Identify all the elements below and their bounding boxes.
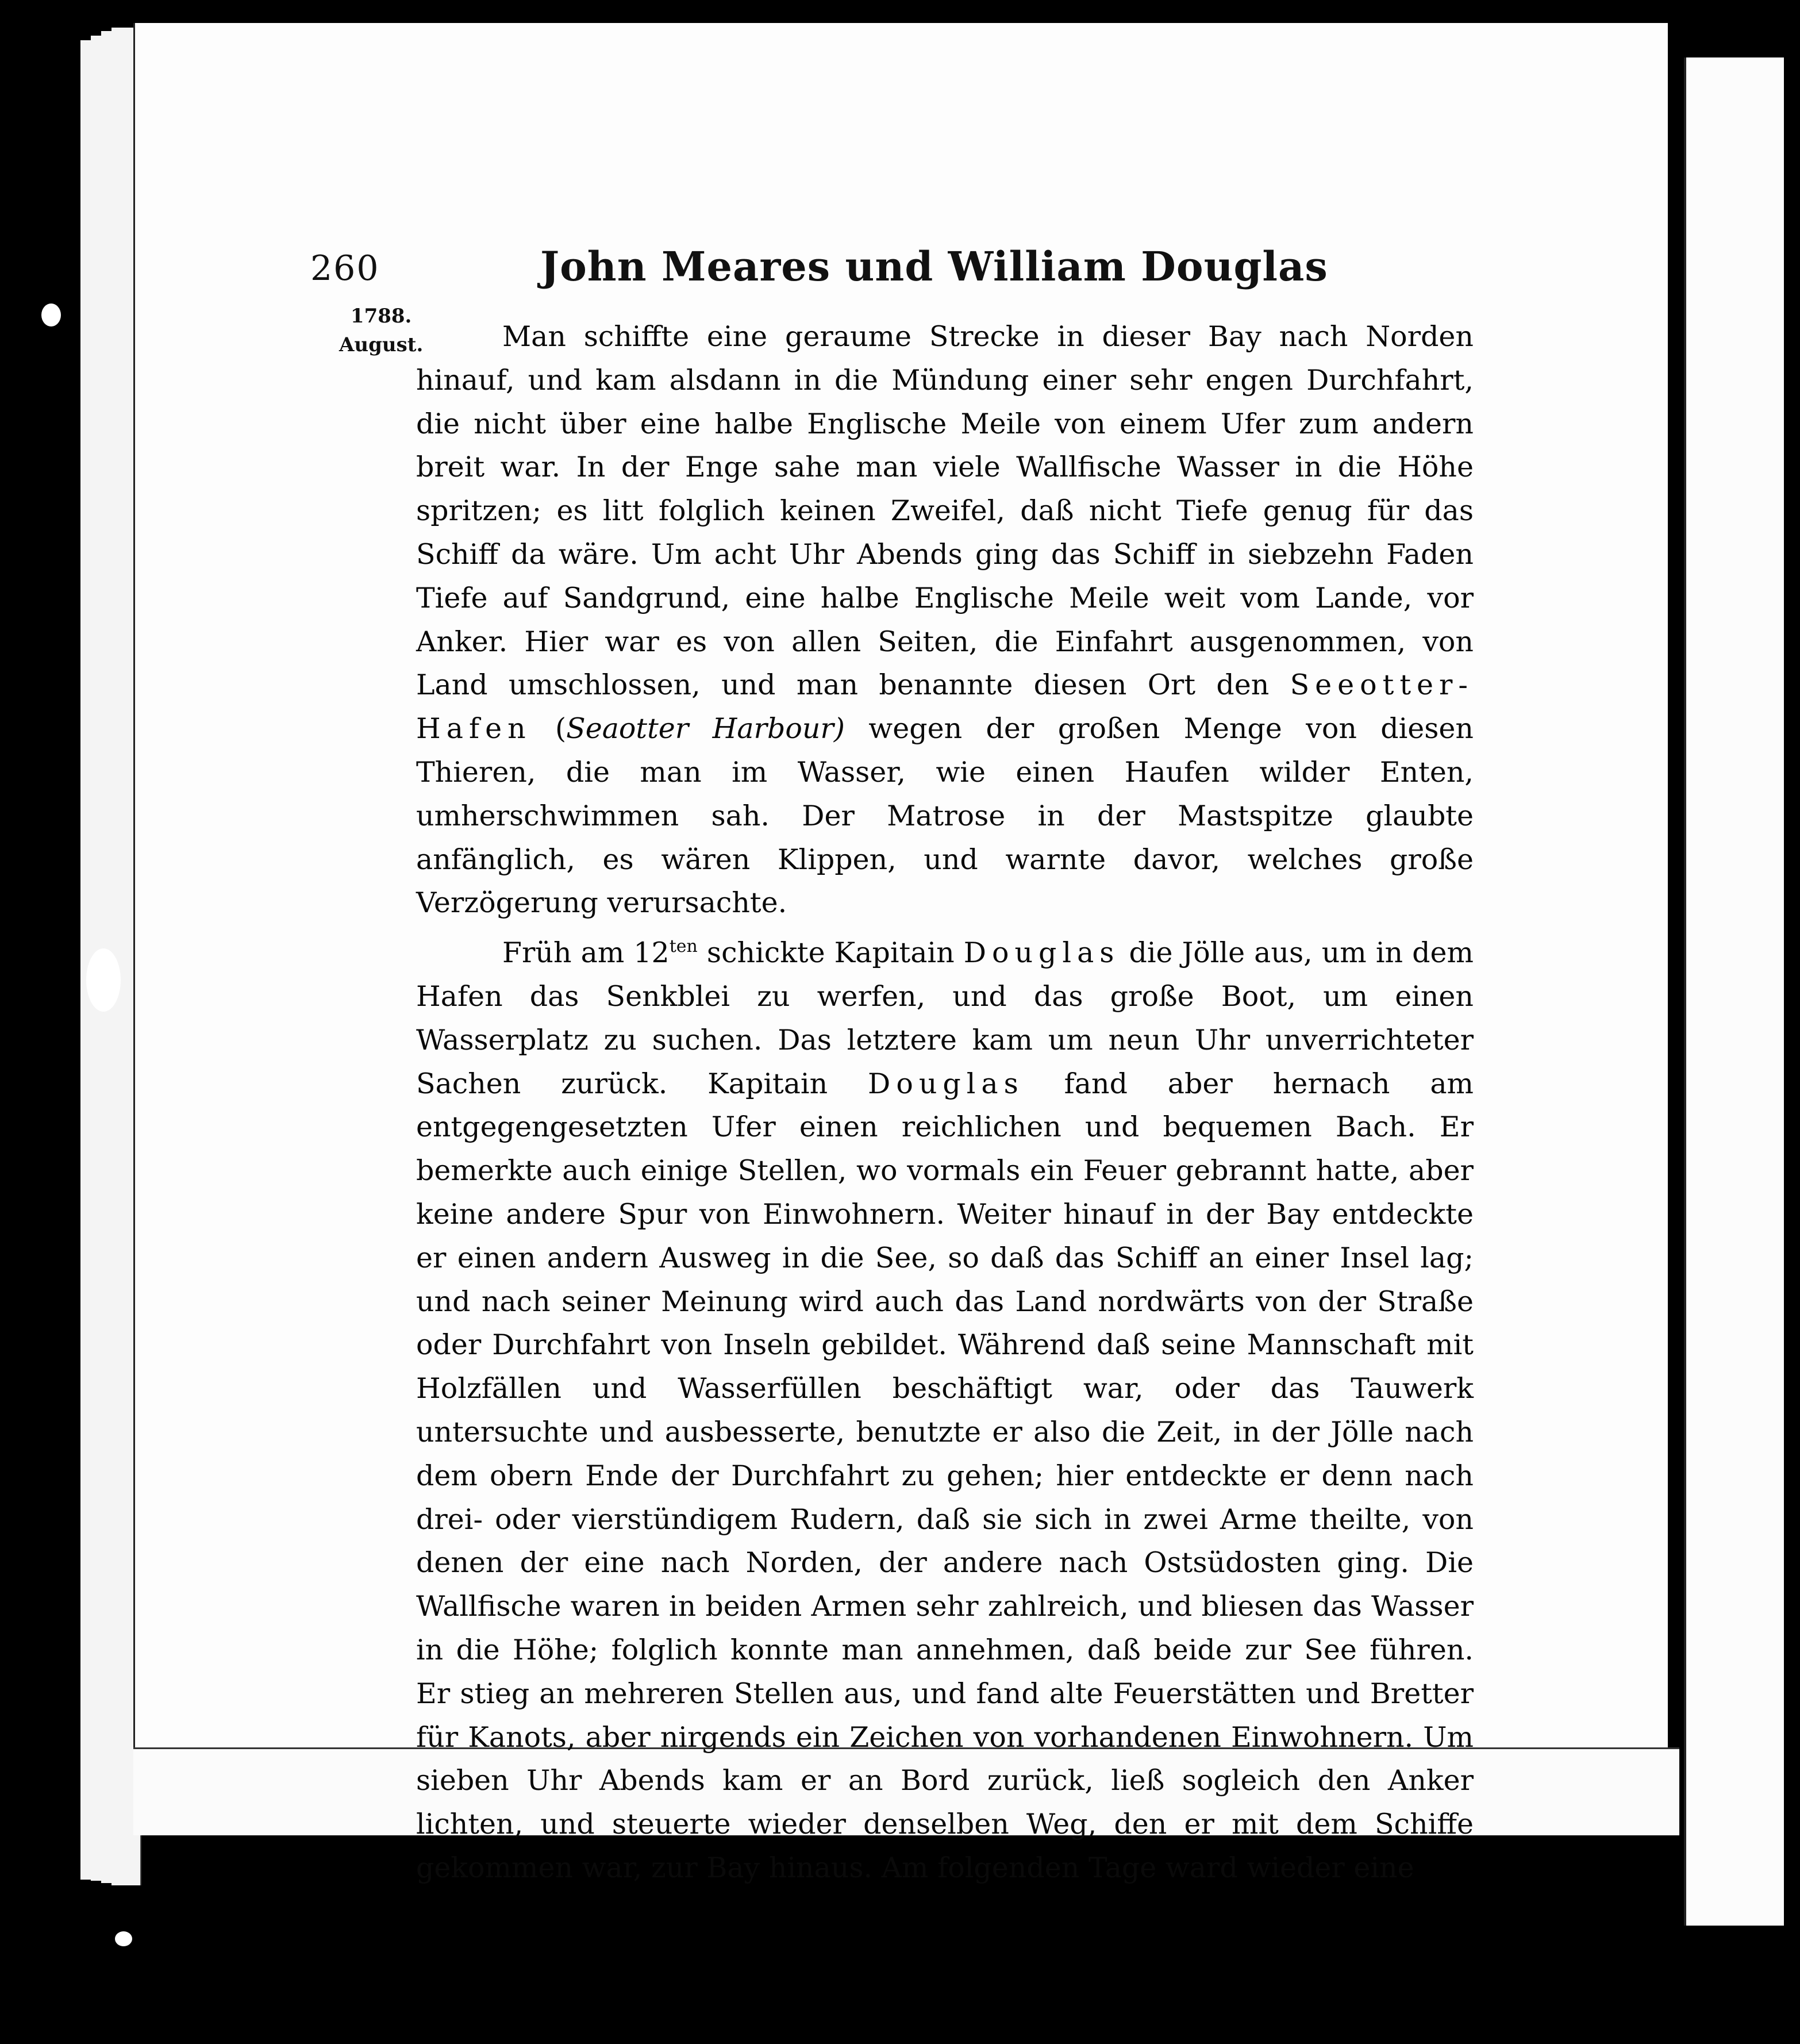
paragraph-1 (416, 315, 1474, 925)
text-run: die Jölle aus, um in dem Hafen das Senkblei zu werfen, und das große Boot, um einen Wasserplatz zu suchen. Das letztere kam um neun Uhr unverrichteter Sachen zurück. Kapitain (416, 936, 1474, 1100)
date-suffix: ten (669, 936, 698, 957)
text-run: schickte Kapitain (697, 936, 964, 970)
place-name: Seeotter-Hafen (416, 668, 1474, 746)
facing-page-edge (1684, 57, 1784, 1926)
person-name: Douglas (868, 1067, 1024, 1100)
text-run: fand aber hernach am entgegengesetzten Ufer einen reichlichen und bequemen Bach. Er bemerkte auch einige Stellen, wo vormals ein Feuer gebrannt hatte, aber keine andere Spur von Einwohnern. Weiter hinauf in der Bay entdeckte er einen andern Ausweg in die See, so daß das Schiff an einer Insel lag; und nach seiner Meinung wird auch das Land nordwärts von der Straße oder Durchfahrt von Inseln gebildet. Während daß seine Mannschaft mit Holzfällen und Wasserfüllen beschäftigt war, oder das Tauwerk untersuchte und ausbesserte, benutzte er also die Zeit, in der Jölle nach dem obern Ende der Durchfahrt zu gehen; hier entdeckte er denn nach drei- oder vierstündigem Rudern, daß sie sich in zwei Arme theilte, von denen der eine nach Norden, der andere nach Ostsüdosten ging. Die Wallfische waren in beiden Armen sehr zahlreich, und bliesen das Wasser in die Höhe; folglich konnte man annehmen, daß beide zur See führen. Er stieg an mehreren Stellen aus, und fand alte Feuerstätten und Bretter für Kanots, aber nirgends ein Zeichen von vorhandenen Einwohnern. Um sieben Uhr Abends kam er an Bord zurück, ließ sogleich den Anker lichten, und steuerte wieder denselben Weg, den er mit dem Schiffe gekommen war, zur Bay hinaus. Am folgenden Tage ward wieder eine (416, 1067, 1474, 1884)
person-name: Douglas (963, 936, 1120, 970)
running-head (310, 236, 1333, 299)
margin-month: August. (339, 333, 424, 356)
paragraph-2 (416, 925, 1474, 1890)
page-number: 260 (310, 248, 380, 289)
date-number: 12 (633, 936, 670, 970)
text-run: Früh am (502, 936, 634, 970)
text-run: ( (531, 712, 567, 746)
running-title: John Meares und William Douglas (540, 243, 1328, 290)
english-place-name: Seaotter Harbour) (566, 712, 845, 746)
text-run: wegen der großen Menge von diesen Thieren, die man im Wasser, wie einen Haufen wilder Enten, umherschwimmen sah. Der Matrose in der Mastspitze glaubte anfänglich, es wären Klippen, und warnte davor, welches große Verzögerung verursachte. (416, 712, 1474, 920)
text-run: Man schiffte eine geraume Strecke in dieser Bay nach Norden hinauf, und kam alsdann in die Mündung einer sehr engen Durchfahrt, die nicht über eine halbe Englische Meile von einem Ufer zum andern breit war. In der Enge sahe man viele Wallfische Wasser in die Höhe spritzen; es litt folglich keinen Zweifel, daß nicht Tiefe genug für das Schiff da wäre. Um acht Uhr Abends ging das Schiff in siebzehn Faden Tiefe auf Sandgrund, eine halbe Englische Meile weit vom Lande, vor Anker. Hier war es von allen Seiten, die Einfahrt ausgenommen, von Land umschlossen, und man benannte diesen Ort den (416, 320, 1474, 702)
margin-date-note (339, 302, 423, 359)
body-text (416, 315, 1474, 1890)
margin-year: 1788. (350, 305, 412, 328)
